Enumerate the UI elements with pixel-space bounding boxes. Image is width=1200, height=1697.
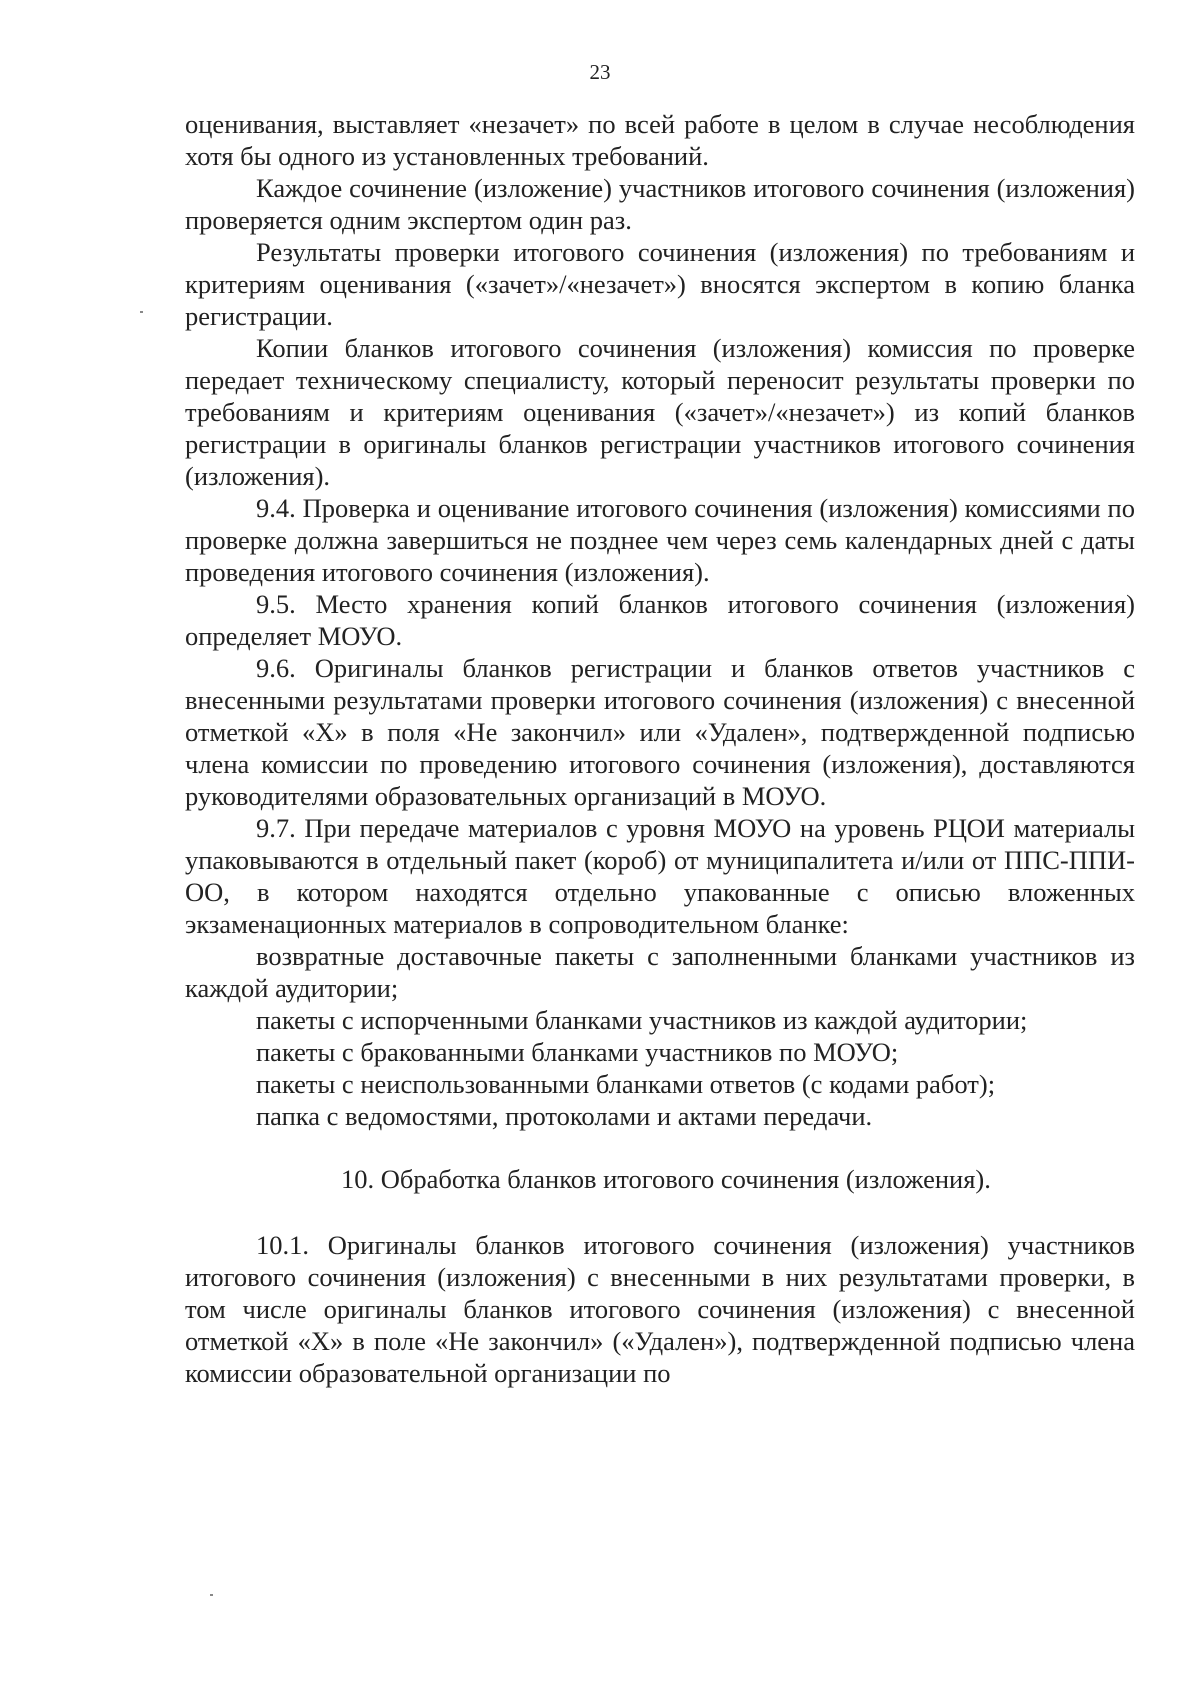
paragraph-copies-transfer: Копии бланков итогового сочинения (изложения) комиссия по проверке передает техническому специалисту, который переносит результаты проверки по требованиям и критериям оценивания («зачет»/«незачет») из копий бланков регистрации в оригиналы бланков регистрации участников итогового сочинения (изложения). xyxy=(185,333,1135,491)
paragraph-9-4: 9.4. Проверка и оценивание итогового сочинения (изложения) комиссиями по проверке должна завершиться не позднее чем через семь календарных дней с даты проведения итогового сочинения (изложения). xyxy=(185,493,1135,587)
list-item: пакеты с испорченными бланками участников из каждой аудитории; xyxy=(256,1005,1028,1035)
paragraph-10-1: 10.1. Оригиналы бланков итогового сочинения (изложения) участников итогового сочинения (изложения) с внесенными в них результатами проверки, в том числе оригиналы бланков итогового сочинения (изложения) с внесенной отметкой «X» в поле «Не закончил» («Удален»), подтвержденной подписью члена комиссии образовательной организации по xyxy=(185,1230,1135,1388)
list-item: возвратные доставочные пакеты с заполненными бланками участников из каждой аудитории; xyxy=(185,941,1135,1003)
list-item: пакеты с бракованными бланками участников по МОУО; xyxy=(256,1037,899,1067)
page-number: 23 xyxy=(589,60,611,84)
scan-speck xyxy=(210,1594,213,1596)
section-heading: 10. Обработка бланков итогового сочинения (изложения). xyxy=(341,1164,991,1194)
list-item: папка с ведомостями, протоколами и актами передачи. xyxy=(256,1101,873,1131)
paragraph-expert-check: Каждое сочинение (изложение) участников итогового сочинения (изложения) проверяется одним экспертом один раз. xyxy=(185,173,1135,235)
paragraph-results-entry: Результаты проверки итогового сочинения (изложения) по требованиям и критериям оценивания («зачет»/«незачет») вносятся экспертом в копию бланка регистрации. xyxy=(185,237,1135,331)
scan-speck xyxy=(140,311,143,313)
paragraph-9-7: 9.7. При передаче материалов с уровня МОУО на уровень РЦОИ материалы упаковываются в отдельный пакет (короб) от муниципалитета и/или от ППС-ППИ-ОО, в котором находятся отдельно упакованные с описью вложенных экзаменационных материалов в сопроводительном бланке: xyxy=(185,813,1135,939)
list-item: пакеты с неиспользованными бланками ответов (с кодами работ); xyxy=(256,1069,996,1099)
paragraph-9-5: 9.5. Место хранения копий бланков итогового сочинения (изложения) определяет МОУО. xyxy=(185,589,1135,651)
document-body xyxy=(185,108,1135,1389)
paragraph-continuation: оценивания, выставляет «незачет» по всей работе в целом в случае несоблюдения хотя бы одного из установленных требований. xyxy=(185,109,1135,171)
paragraph-9-6: 9.6. Оригиналы бланков регистрации и бланков ответов участников с внесенными результатами проверки итогового сочинения (изложения) с внесенной отметкой «X» в поля «Не закончил» или «Удален», подтвержденной подписью члена комиссии по проведению итогового сочинения (изложения), доставляются руководителями образовательных организаций в МОУО. xyxy=(185,653,1135,811)
